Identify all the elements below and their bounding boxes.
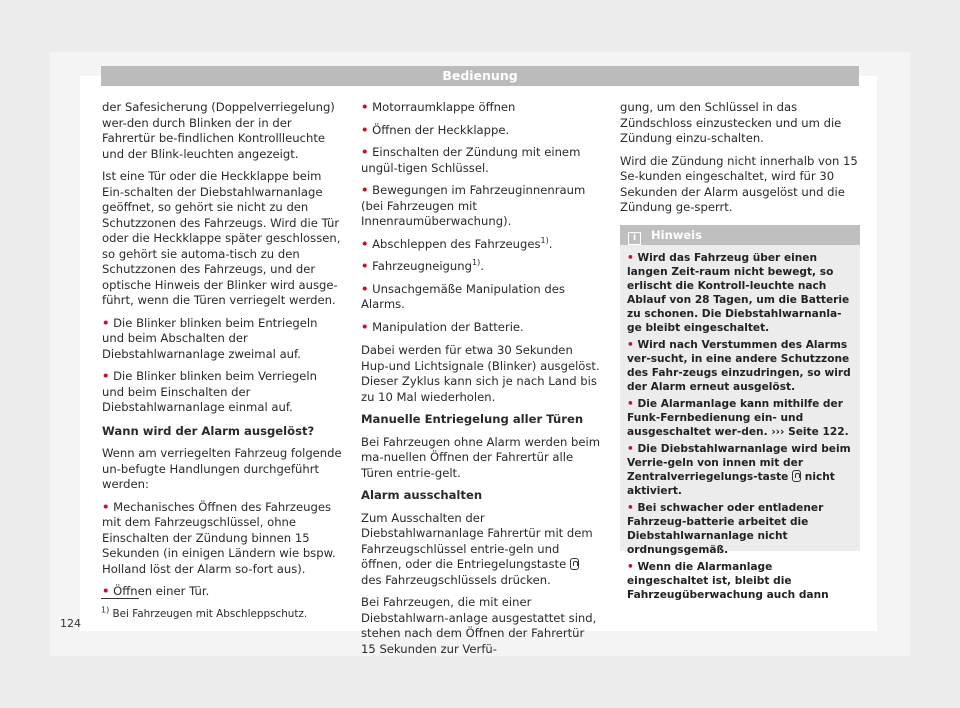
footnote-divider xyxy=(101,598,139,599)
column-1 xyxy=(102,100,342,607)
list-item: • Bei schwacher oder entladener Fahrzeug-batterie arbeitet die Diebstahlwarnanlage nicht ordnungsgemäß. xyxy=(627,502,824,556)
bullet-icon: • xyxy=(361,183,369,197)
paragraph: Wenn am verriegelten Fahrzeug folgende un-befugte Handlungen durchgeführt werden: xyxy=(102,446,342,491)
list-item: • Bewegungen im Fahrzeuginnenraum (bei Fahrzeugen mit Innenraumüberwachung). xyxy=(361,183,586,228)
bullet-icon: • xyxy=(361,281,369,296)
section-header: Bedienung xyxy=(101,66,859,86)
bullet-icon: • xyxy=(627,252,634,264)
subheading: Alarm ausschalten xyxy=(361,488,483,502)
bullet-icon: • xyxy=(102,499,110,514)
list-item: • Unsachgemäße Manipulation des Alarms. xyxy=(361,281,565,311)
unlock-key-icon xyxy=(570,558,579,570)
bullet-icon: • xyxy=(627,398,634,410)
list-item: • Wird das Fahrzeug über einen langen Zeit-raum nicht bewegt, so erlischt die Kontroll-leuchte nach Ablauf von 28 Tagen, um die Batterie zu schonen. Die Diebstahlwarnanla-ge bleibt eingeschaltet. xyxy=(627,252,850,334)
bullet-icon: • xyxy=(627,443,634,455)
paragraph: Zum Ausschalten der Diebstahlwarnanlage Fahrertür mit dem Fahrzeugschlüssel entrie-geln und öffnen, oder die Entriegelungstaste des Fahrzeugschlüssels drücken. xyxy=(361,510,593,587)
bullet-icon: • xyxy=(102,315,110,330)
list-item: • Abschleppen des Fahrzeuges$^{1)}$. xyxy=(361,235,553,251)
note-title: Hinweis xyxy=(651,228,702,242)
paragraph: Wird die Zündung nicht innerhalb von 15 Se-kunden eingeschaltet, wird für 30 Sekunden der Alarm ausgelöst und die Zündung ge-sperrt. xyxy=(620,153,858,214)
bullet-icon: • xyxy=(361,259,369,273)
subheading: Manuelle Entriegelung aller Türen xyxy=(361,412,584,426)
list-item: • Wenn die Alarmanlage eingeschaltet ist, bleibt die Fahrzeugüberwachung auch dann xyxy=(627,561,829,601)
lock-key-icon xyxy=(792,470,801,482)
footnote-ref[interactable]: 1) xyxy=(540,235,549,245)
paragraph: Dabei werden für etwa 30 Sekunden Hup-und Lichtsignale (Blinker) ausgelöst. Dieser Zyklus kann sich je nach Land bis zu 10 Mal wiederholen. xyxy=(361,343,600,404)
list-item: • Öffnen der Heckklappe. xyxy=(361,122,510,137)
paragraph: Ist eine Tür oder die Heckklappe beim Ein-schalten der Diebstahlwarnanlage geöffnet, so gehört sie nicht zu den Schutzzonen des Fahrzeugs. Wird die Tür oder die Heckklappe später geschlossen, so gehört sie automa-tisch zu den Schutzzonen des Fahrzeugs, und der optische Hinweis der Blinker wird ausge-führt, wenn die Türen verriegelt werden. xyxy=(102,169,341,307)
bullet-icon: • xyxy=(361,122,369,137)
note-body xyxy=(620,245,860,602)
bullet-icon: • xyxy=(361,100,369,114)
note-header xyxy=(620,225,860,245)
bullet-icon: • xyxy=(361,319,369,334)
paragraph: Bei Fahrzeugen, die mit einer Diebstahlwarn-anlage ausgestattet sind, stehen nach dem Öffnen der Fahrertür 15 Sekunden zur Verfü- xyxy=(361,595,597,656)
list-item: • Mechanisches Öffnen des Fahrzeuges mit dem Fahrzeugschlüssel, ohne Einschalten der Zündung binnen 15 Sekunden (in einigen Ländern wie bspw. Holland löst der Alarm so-fort aus). xyxy=(102,499,336,576)
bullet-icon: • xyxy=(361,236,369,251)
paragraph: Bei Fahrzeugen ohne Alarm werden beim ma-nuellen Öffnen der Fahrertür alle Türen entrie-gelt. xyxy=(361,434,601,480)
paragraph: der Safesicherung (Doppelverriegelung) wer-den durch Blinken der in der Fahrertür be-findlichen Kontrollleuchte und der Blink-leuchten angezeigt. xyxy=(102,100,335,161)
column-2 xyxy=(361,100,601,664)
bullet-icon: • xyxy=(361,145,369,159)
footnote-ref[interactable]: 1) xyxy=(471,258,481,268)
info-icon: i xyxy=(628,232,641,245)
list-item: • Die Diebstahlwarnanlage wird beim Verrie-geln von innen mit der Zentralverriegelungs-taste nicht aktiviert. xyxy=(627,443,851,497)
bullet-icon: • xyxy=(627,561,634,573)
list-item: • Motorraumklappe öffnen xyxy=(361,100,516,114)
list-item: • Öffnen einer Tür. xyxy=(102,584,210,598)
bullet-icon: • xyxy=(627,339,634,351)
bullet-icon: • xyxy=(627,502,634,514)
list-item: • Die Blinker blinken beim Entriegeln und beim Abschalten der Diebstahlwarnanlage zweimal auf. xyxy=(102,315,318,361)
footnote: $^{1)}$ Bei Fahrzeugen mit Abschleppschutz. xyxy=(101,605,308,620)
bullet-icon: • xyxy=(102,369,110,383)
paragraph: gung, um den Schlüssel in das Zündschloss einzustecken und um die Zündung einzu-schalten. xyxy=(620,100,842,145)
list-item: • Einschalten der Zündung mit einem ungül-tigen Schlüssel. xyxy=(361,145,581,175)
page-number: 124 xyxy=(60,617,81,630)
list-item: • Die Alarmanlage kann mithilfe der Funk-Fernbedienung ein- und ausgeschaltet wer-den. ››› Seite 122. xyxy=(627,398,849,438)
list-item: • Fahrzeugneigung$^{1)}$. xyxy=(361,258,484,273)
list-item: • Manipulation der Batterie. xyxy=(361,319,524,334)
list-item: • Wird nach Verstummen des Alarms ver-sucht, in eine andere Schutzzone des Fahr-zeugs einzudringen, so wird der Alarm erneut ausgelöst. xyxy=(627,339,851,393)
subheading: Wann wird der Alarm ausgelöst? xyxy=(102,423,315,438)
list-item: • Die Blinker blinken beim Verriegeln und beim Einschalten der Diebstahlwarnanlage einmal auf. xyxy=(102,369,317,414)
note-box xyxy=(620,225,860,601)
bullet-icon: • xyxy=(102,584,110,598)
page-link[interactable]: ››› Seite 122 xyxy=(771,426,845,438)
column-3 xyxy=(620,100,860,223)
